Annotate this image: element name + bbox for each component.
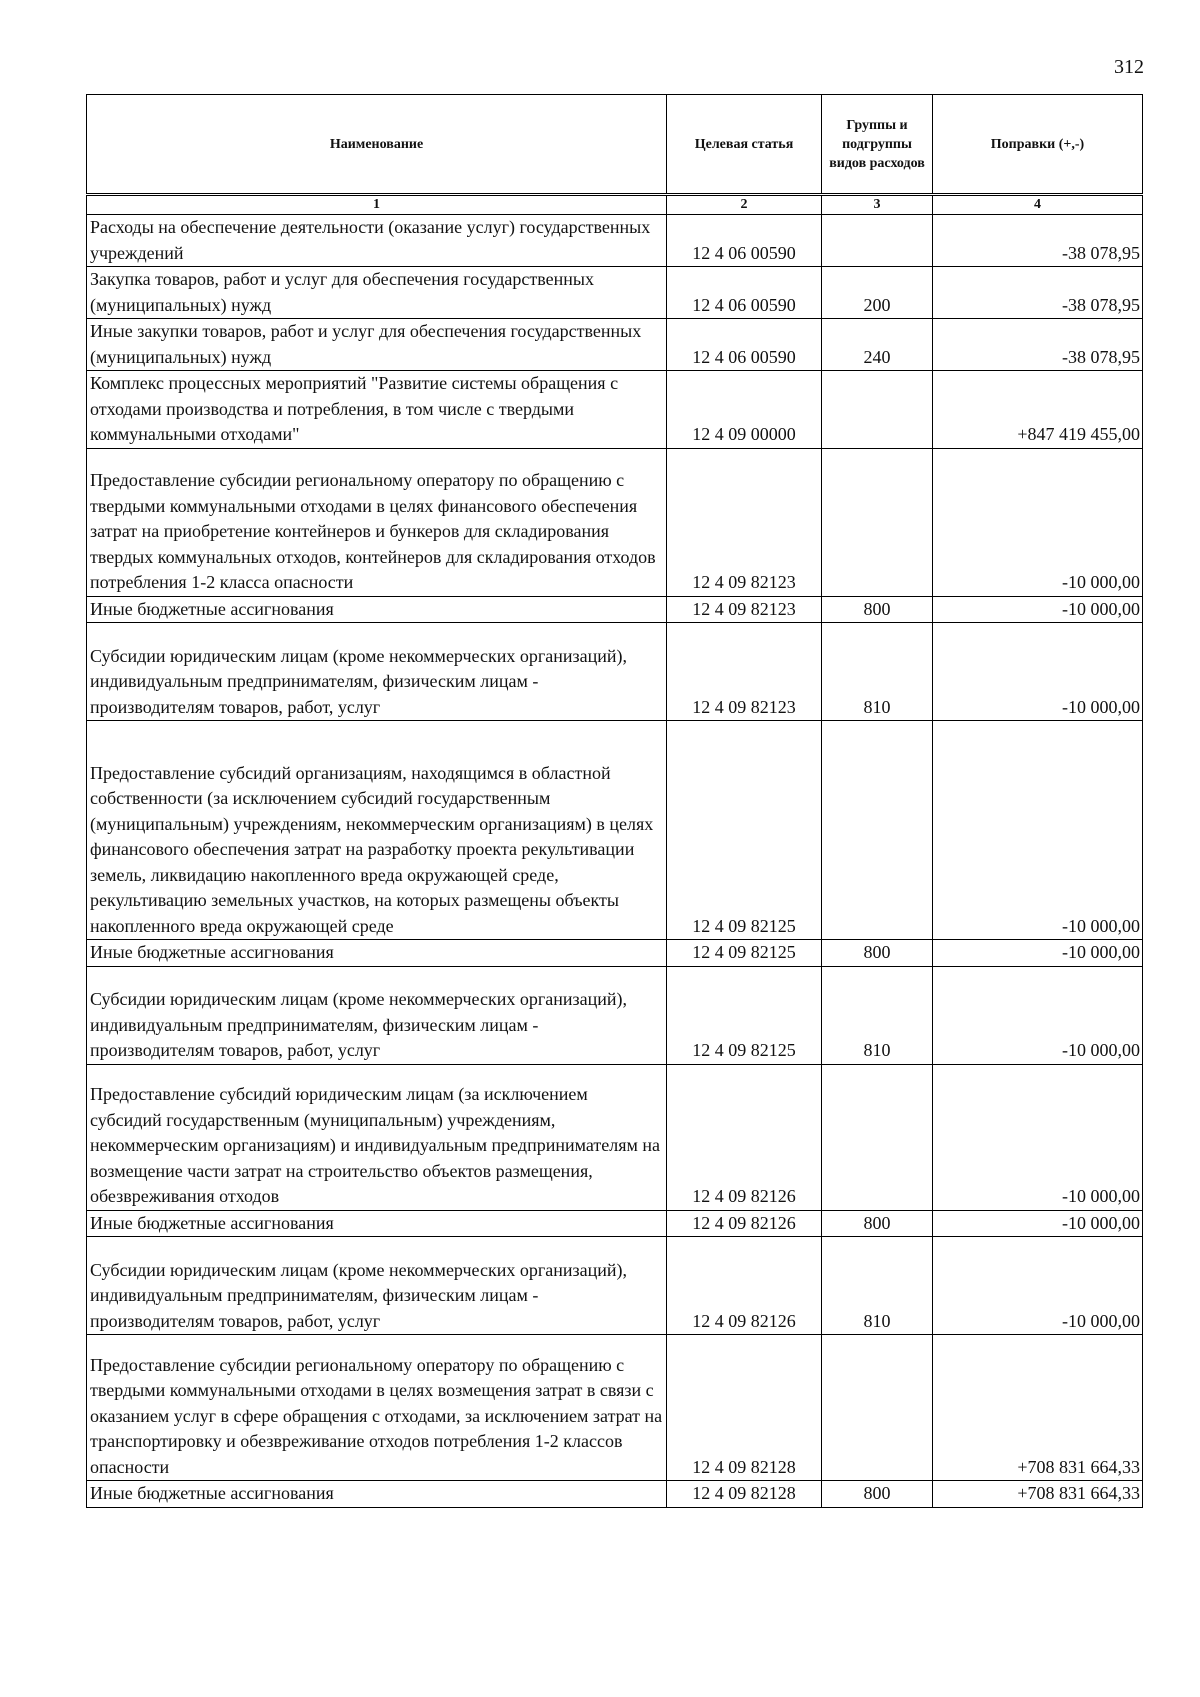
row-target-article: 12 4 09 82125 (667, 721, 822, 940)
row-target-article: 12 4 06 00590 (667, 319, 822, 371)
table-row (87, 966, 1143, 1064)
row-expense-group (822, 371, 933, 449)
row-name: Иные бюджетные ассигнования (87, 1210, 667, 1237)
row-expense-group: 800 (822, 596, 933, 623)
row-target-article: 12 4 09 82126 (667, 1237, 822, 1335)
table-row (87, 940, 1143, 967)
row-expense-group: 800 (822, 1481, 933, 1508)
row-target-article: 12 4 09 82125 (667, 940, 822, 967)
row-target-article: 12 4 09 82126 (667, 1064, 822, 1210)
table-row (87, 267, 1143, 319)
table-row (87, 1064, 1143, 1210)
table-row (87, 215, 1143, 267)
row-amount: -10 000,00 (933, 596, 1143, 623)
row-target-article: 12 4 09 82123 (667, 448, 822, 596)
row-name: Субсидии юридическим лицам (кроме некоммерческих организаций), индивидуальным предпринимателям, физическим лицам - производителям товаров, работ, услуг (87, 623, 667, 721)
row-expense-group: 810 (822, 1237, 933, 1335)
column-number: 2 (667, 195, 822, 215)
row-name: Комплекс процессных мероприятий "Развитие системы обращения с отходами производства и потребления, в том числе с твердыми коммунальными отходами" (87, 371, 667, 449)
row-target-article: 12 4 09 82128 (667, 1335, 822, 1481)
row-amount: +847 419 455,00 (933, 371, 1143, 449)
row-name: Иные закупки товаров, работ и услуг для обеспечения государственных (муниципальных) нужд (87, 319, 667, 371)
row-target-article: 12 4 09 82126 (667, 1210, 822, 1237)
row-name: Расходы на обеспечение деятельности (оказание услуг) государственных учреждений (87, 215, 667, 267)
row-expense-group (822, 1335, 933, 1481)
column-number: 1 (87, 195, 667, 215)
row-target-article: 12 4 09 82123 (667, 623, 822, 721)
row-target-article: 12 4 06 00590 (667, 267, 822, 319)
row-name: Иные бюджетные ассигнования (87, 1481, 667, 1508)
table-row (87, 596, 1143, 623)
table-row (87, 1237, 1143, 1335)
row-name: Предоставление субсидии региональному оператору по обращению с твердыми коммунальными отходами в целях финансового обеспечения затрат на приобретение контейнеров и бункеров для складирования твердых коммунальных отходов, контейнеров для складирования отходов потребления 1-2 класса опасности (87, 448, 667, 596)
row-amount: -10 000,00 (933, 940, 1143, 967)
row-expense-group: 800 (822, 1210, 933, 1237)
row-name: Закупка товаров, работ и услуг для обеспечения государственных (муниципальных) нужд (87, 267, 667, 319)
table-body (87, 215, 1143, 1508)
row-name: Субсидии юридическим лицам (кроме некоммерческих организаций), индивидуальным предпринимателям, физическим лицам - производителям товаров, работ, услуг (87, 1237, 667, 1335)
table-row (87, 1210, 1143, 1237)
row-expense-group (822, 448, 933, 596)
table-row (87, 448, 1143, 596)
table-row (87, 1481, 1143, 1508)
table-header-row (87, 95, 1143, 195)
page-number: 312 (1114, 56, 1144, 78)
row-amount: -10 000,00 (933, 1064, 1143, 1210)
row-amount: -38 078,95 (933, 215, 1143, 267)
row-target-article: 12 4 09 82125 (667, 966, 822, 1064)
row-expense-group (822, 1064, 933, 1210)
column-number: 3 (822, 195, 933, 215)
table-row (87, 1335, 1143, 1481)
row-expense-group: 810 (822, 966, 933, 1064)
row-name: Иные бюджетные ассигнования (87, 596, 667, 623)
row-expense-group: 240 (822, 319, 933, 371)
row-name: Иные бюджетные ассигнования (87, 940, 667, 967)
row-amount: +708 831 664,33 (933, 1335, 1143, 1481)
row-amount: -38 078,95 (933, 267, 1143, 319)
budget-amendments-table (86, 94, 1143, 1508)
row-amount: -10 000,00 (933, 1237, 1143, 1335)
row-name: Субсидии юридическим лицам (кроме некоммерческих организаций), индивидуальным предпринимателям, физическим лицам - производителям товаров, работ, услуг (87, 966, 667, 1064)
row-amount: -10 000,00 (933, 448, 1143, 596)
row-expense-group: 800 (822, 940, 933, 967)
row-target-article: 12 4 06 00590 (667, 215, 822, 267)
row-amount: +708 831 664,33 (933, 1481, 1143, 1508)
row-amount: -10 000,00 (933, 623, 1143, 721)
row-expense-group: 810 (822, 623, 933, 721)
table-row (87, 623, 1143, 721)
row-expense-group (822, 721, 933, 940)
row-name: Предоставление субсидий юридическим лицам (за исключением субсидий государственным (муниципальным) учреждениям, некоммерческим организациям) и индивидуальным предпринимателям на возмещение части затрат на строительство объектов размещения, обезвреживания отходов (87, 1064, 667, 1210)
row-expense-group: 200 (822, 267, 933, 319)
row-name: Предоставление субсидии региональному оператору по обращению с твердыми коммунальными отходами в целях возмещения затрат в связи с оказанием услуг в сфере обращения с отходами, за исключением затрат на транспортировку и обезвреживание отходов потребления 1-2 классов опасности (87, 1335, 667, 1481)
column-number-row (87, 195, 1143, 215)
table-row (87, 319, 1143, 371)
row-target-article: 12 4 09 00000 (667, 371, 822, 449)
header-group: Группы и подгруппы видов расходов (822, 95, 933, 195)
table-row (87, 721, 1143, 940)
row-amount: -10 000,00 (933, 966, 1143, 1064)
header-code: Целевая статья (667, 95, 822, 195)
row-amount: -10 000,00 (933, 1210, 1143, 1237)
row-amount: -10 000,00 (933, 721, 1143, 940)
row-amount: -38 078,95 (933, 319, 1143, 371)
row-target-article: 12 4 09 82128 (667, 1481, 822, 1508)
table-row (87, 371, 1143, 449)
header-name: Наименование (87, 95, 667, 195)
row-expense-group (822, 215, 933, 267)
row-name: Предоставление субсидий организациям, находящимся в областной собственности (за исключением субсидий государственным (муниципальным) учреждениям, некоммерческим организациям) в целях финансового обеспечения затрат на разработку проекта рекультивации земель, ликвидацию накопленного вреда окружающей среде, рекультивацию земельных участков, на которых размещены объекты накопленного вреда окружающей среде (87, 721, 667, 940)
row-target-article: 12 4 09 82123 (667, 596, 822, 623)
column-number: 4 (933, 195, 1143, 215)
header-amount: Поправки (+,-) (933, 95, 1143, 195)
